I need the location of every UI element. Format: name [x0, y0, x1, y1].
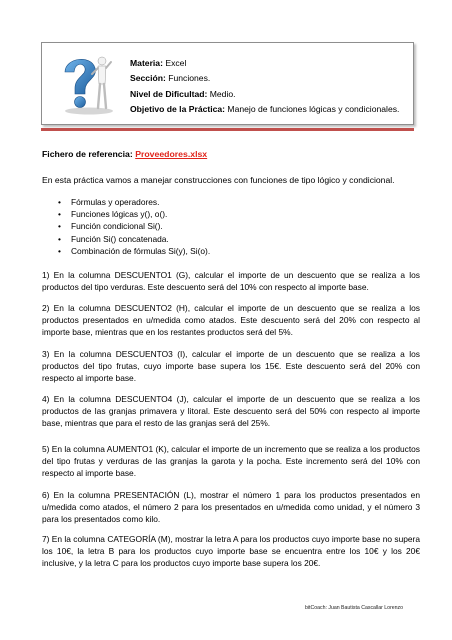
exercise-1: 1) En la columna DESCUENTO1 (G), calcular el importe de un descuento que se realiza a los productos del tipo verduras. Este descuento será del 10% con respecto al importe base. — [42, 270, 420, 293]
seccion-value: Funciones. — [165, 73, 211, 84]
objetivo-value: Manejo de funciones lógicas y condicionales. — [225, 103, 400, 114]
list-item: • Combinación de fórmulas Si(y), Si(o). — [58, 245, 210, 257]
intro-text: En esta práctica vamos a manejar construcciones con funciones de tipo lógico y condicional. — [42, 175, 395, 185]
objetivo-line — [130, 102, 399, 117]
exercise-6: 6) En la columna PRESENTACIÓN (L), mostrar el número 1 para los productos presentados en u/medida como atados, el número 2 para los presentados en u/medida como unidad, y el número 3 para los presentados como kilo. — [42, 490, 420, 525]
list-item: • Función condicional Si(). — [58, 220, 210, 232]
materia-value: Excel — [162, 58, 187, 68]
nivel-label: Nivel de Dificultad: — [130, 88, 208, 99]
nivel-line — [130, 87, 399, 102]
reference-file-link[interactable]: Proveedores.xlsx — [135, 149, 208, 159]
exercise-5: 5) En la columna AUMENTO1 (K), calcular el importe de un incremento que se realiza a los productos del tipo frutas y verduras de las granjas la garota y la pocha. Este incremento será del 10% con respecto al importe base. — [42, 444, 420, 479]
footer-author: bitCoach: Juan Bautista Cascallar Lorenzo — [305, 605, 404, 611]
objetivo-label: Objetivo de la Práctica: — [130, 103, 226, 114]
seccion-line — [130, 71, 399, 86]
exercise-3: 3) En la columna DESCUENTO3 (I), calcular el importe de un descuento que se realiza a los productos del tipo frutas, cuyo importe base supera los 15€. Este descuento será del 20% con respecto al importe base. — [42, 349, 420, 384]
list-item: • Función Si() concatenada. — [58, 233, 210, 245]
header-accent-rule — [41, 128, 414, 131]
seccion-label: Sección: — [130, 73, 166, 84]
reference-file-line — [42, 149, 207, 159]
exercise-2: 2) En la columna DESCUENTO2 (H), calcular el importe de un descuento que se realiza a los productos presentados en u/medida como atados. Este descuento será del 20% con respecto al importe base, mientras que en los restantes productos será del 5%. — [42, 303, 420, 338]
header-info — [130, 56, 399, 117]
topics-list — [58, 196, 210, 257]
header-box — [41, 42, 414, 125]
reference-label: Fichero de referencia: — [42, 149, 136, 159]
list-item: • Fórmulas y operadores. — [58, 196, 210, 208]
exercise-7: 7) En la columna CATEGORÍA (M), mostrar la letra A para los productos cuyo importe base no supera los 10€, la letra B para los productos cuyo importe base se encuentra entre los 10€ y los 20€ inclusive, y la letra C para los productos cuyo importe base supera los 20€. — [42, 534, 420, 569]
materia-label: Materia: — [130, 58, 163, 68]
exercise-4: 4) En la columna DESCUENTO4 (J), calcular el importe de un descuento que se realiza a los productos de las granjas primavera y litoral. Este descuento será del 50% con respecto al importe base, mientras que para el resto de las granjas será del 25%. — [42, 394, 420, 429]
question-mark-figure-icon — [59, 50, 115, 116]
nivel-value: Medio. — [207, 88, 236, 99]
list-item: • Funciones lógicas y(), o(). — [58, 208, 210, 220]
materia-line — [130, 56, 399, 71]
